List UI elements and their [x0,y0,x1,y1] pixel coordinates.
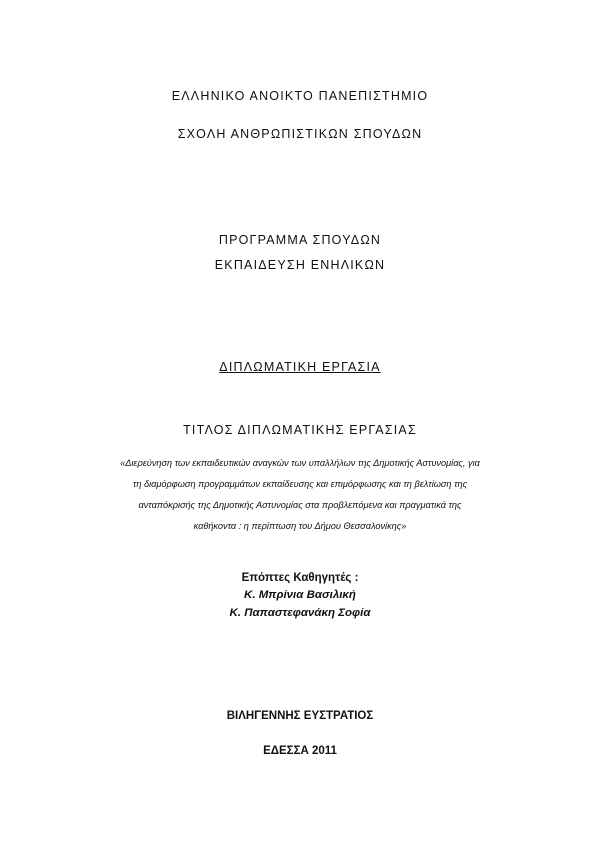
thesis-label-text: ΔΙΠΛΩΜΑΤΙΚΗ ΕΡΓΑΣΙΑ [219,360,381,374]
thesis-title-line: τη διαμόρφωση προγραμμάτων εκπαίδευσης και επιμόρφωσης και τη βελτίωση της [132,479,468,489]
thesis-title-line: «Διερεύνηση των εκπαιδευτικών αναγκών των υπαλλήλων της Δημοτικής Αστυνομίας, για [120,458,480,468]
place-year: ΕΔΕΣΣΑ 2011 [263,745,337,757]
university-name: ΕΛΛΗΝΙΚΟ ΑΝΟΙΚΤΟ ΠΑΝΕΠΙΣΤΗΜΙΟ [171,89,429,103]
title-label: ΤΙΤΛΟΣ ΔΙΠΛΩΜΑΤΙΚΗΣ ΕΡΓΑΣΙΑΣ [183,423,417,437]
program-name: ΕΚΠΑΙΔΕΥΣΗ ΕΝΗΛΙΚΩΝ [214,258,386,272]
supervisor-name: Κ. Παπαστεφανάκη Σοφία [229,607,371,619]
supervisors-label: Επόπτες Καθηγητές : [241,572,359,584]
school-name: ΣΧΟΛΗ ΑΝΘΡΩΠΙΣΤΙΚΩΝ ΣΠΟΥΔΩΝ [177,127,423,141]
thesis-title-line: καθήκοντα : η περίπτωση του Δήμου Θεσσαλονίκης» [193,521,407,531]
author-name: ΒΙΛΗΓΕΝΝΗΣ ΕΥΣΤΡΑΤΙΟΣ [226,710,374,722]
thesis-label [0,360,600,374]
thesis-title-line: ανταπόκρισής της Δημοτικής Αστυνομίας στα προβλεπόμενα και πραγματικά της [138,500,462,510]
supervisor-name: Κ. Μπρίνια Βασιλική [244,589,356,601]
program-heading: ΠΡΟΓΡΑΜΜΑ ΣΠΟΥΔΩΝ [218,233,382,247]
